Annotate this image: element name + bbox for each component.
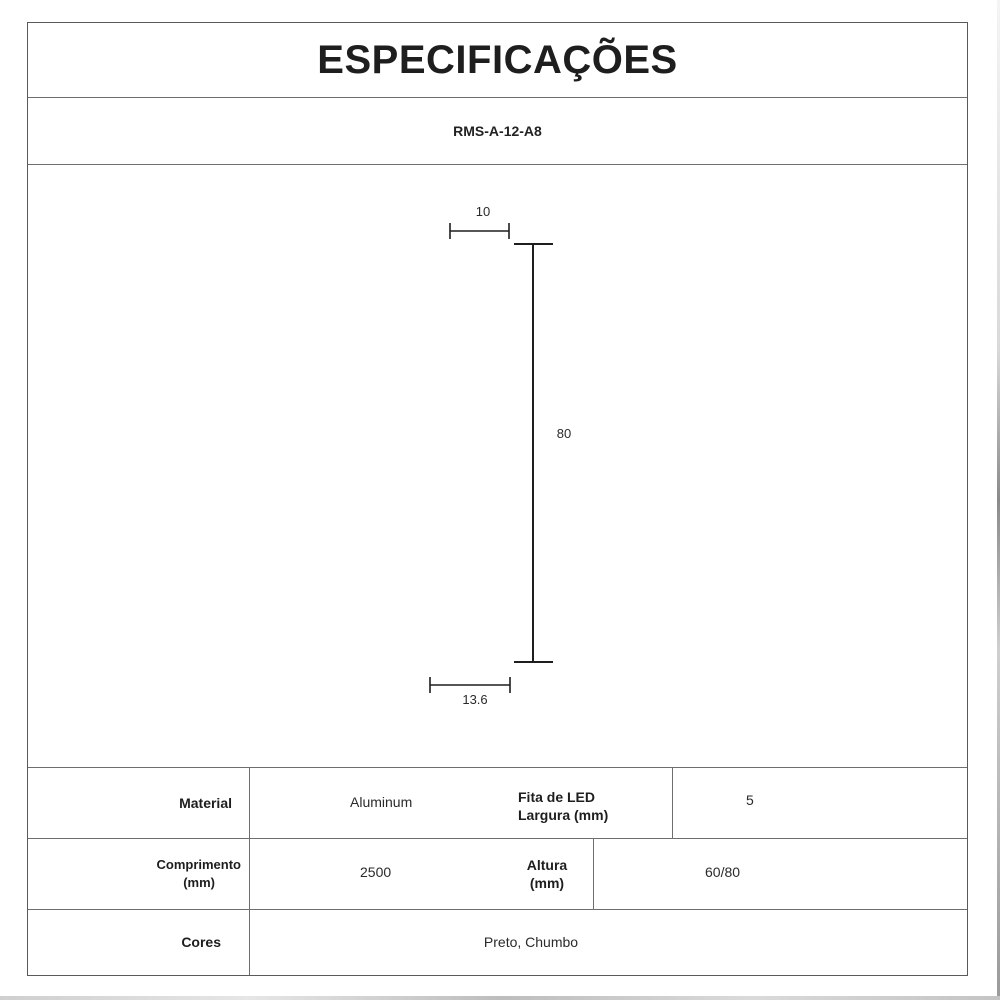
height-label: Altura (mm)	[526, 857, 568, 891]
table-col-divider	[593, 838, 594, 909]
material-value: Aluminum	[350, 794, 413, 810]
material-label: Material	[179, 794, 232, 811]
spec-sheet	[27, 22, 968, 976]
length-label: Comprimento (mm)	[156, 856, 241, 890]
height-value: 60/80	[705, 864, 741, 880]
dimension-top-label: 10	[475, 204, 491, 219]
bottom-edge-strip	[0, 996, 1000, 1000]
led-width-label: Fita de LED Largura (mm)	[518, 789, 609, 823]
dimension-bottom-label: 13.6	[462, 692, 488, 707]
dimension-height-label: 80	[556, 426, 572, 441]
page-title: ESPECIFICAÇÕES	[317, 37, 678, 82]
colors-value: Preto, Chumbo	[483, 934, 579, 950]
colors-label: Cores	[181, 934, 221, 950]
led-width-value: 5	[746, 792, 754, 808]
length-value: 2500	[360, 864, 392, 880]
model-code: RMS-A-12-A8	[453, 122, 542, 139]
table-col-divider	[672, 767, 673, 838]
